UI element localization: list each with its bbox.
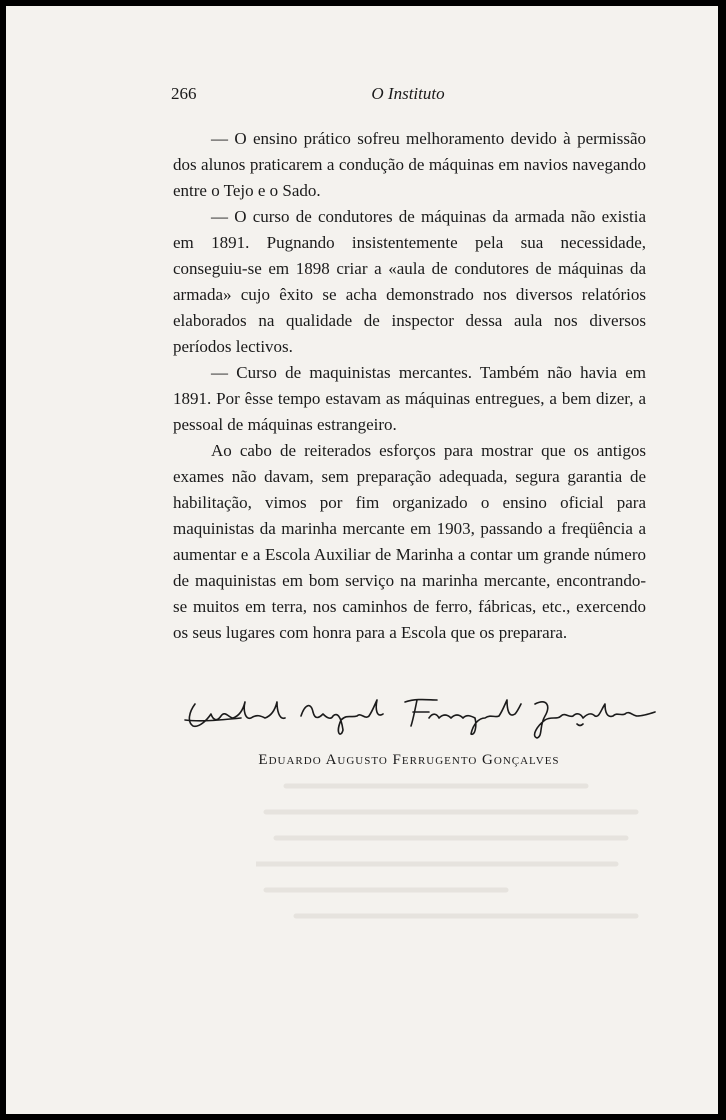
paragraph-ensino-pratico: — O ensino prático sofreu melhoramento devido à permissão dos alunos praticarem a condução de máquinas em navios navegando entre o Tejo e o Sado. xyxy=(173,129,646,200)
document-page xyxy=(6,6,718,1114)
paragraph-curso-condutores: — O curso de condutores de máquinas da armada não existia em 1891. Pugnando insistentemente pela sua necessidade, conseguiu-se em 1898 criar a «aula de condutores de máquinas da armada» cujo êxito se acha demonstrado nos diversos relatórios elaborados na qualidade de inspector dessa aula nos diversos períodos lectivos. xyxy=(173,207,646,356)
running-title: O Instituto xyxy=(371,84,445,103)
page-header xyxy=(171,84,645,108)
page-number: 266 xyxy=(171,84,197,103)
paragraph-curso-maquinistas: — Curso de maquinistas mercantes. Também não havia em 1891. Por êsse tempo estavam as máquinas entregues, a bem dizer, a pessoal de máquinas estrangeiro. xyxy=(173,363,646,434)
show-through-texture xyxy=(256,776,656,956)
paragraph-conclusao: Ao cabo de reiterados esforços para mostrar que os antigos exames não davam, sem preparação adequada, segura garantia de habilitação, vimos por fim organizado o ensino oficial para maquinistas da marinha mercante em 1903, passando a freqüência a aumentar e a Escola Auxiliar de Marinha a contar um grande número de maquinistas em bom serviço na marinha mercante, encontrando-se muitos em terra, nos caminhos de ferro, fábricas, etc., exercendo os seus lugares com honra para a Escola que os preparara. xyxy=(173,441,646,642)
handwritten-signature xyxy=(181,690,659,742)
body-text xyxy=(173,126,646,646)
signature-name: Eduardo Augusto Ferrugento Gonçalves xyxy=(258,752,560,768)
